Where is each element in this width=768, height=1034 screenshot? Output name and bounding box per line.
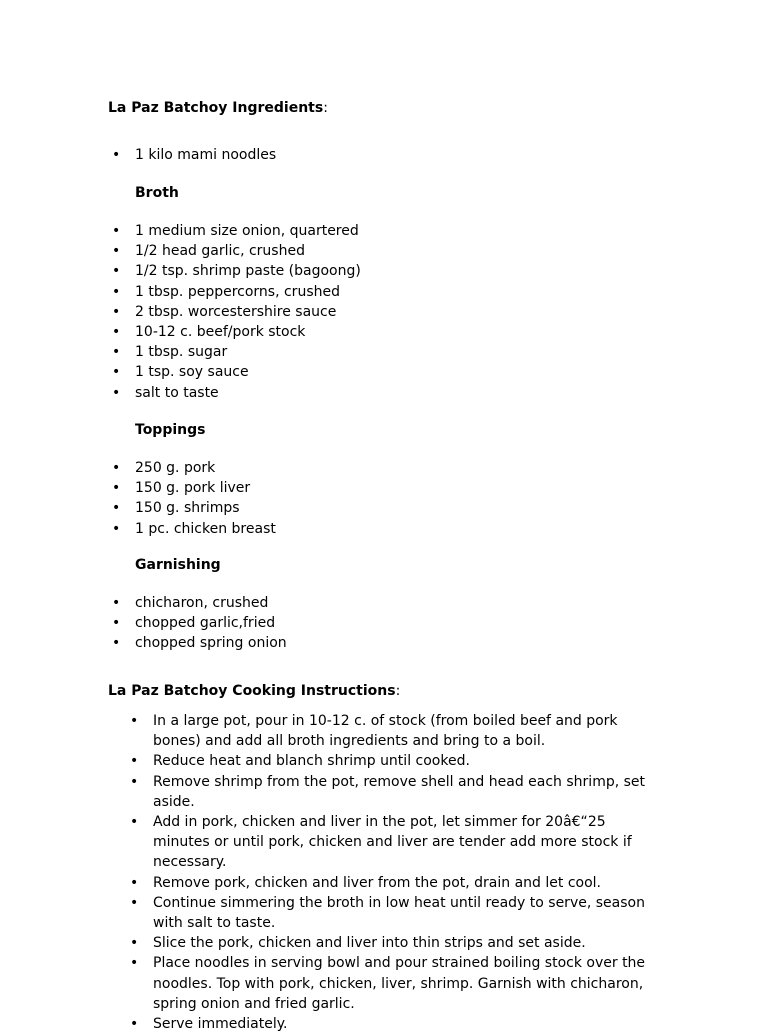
broth-list <box>108 221 361 403</box>
toppings-list <box>108 458 276 539</box>
list-item: • In a large pot, pour in 10-12 c. of stock (from boiled beef and pork bones) and add all broth ingredients and bring to a boil. <box>126 711 666 751</box>
list-item: • 1 kilo mami noodles <box>108 145 276 165</box>
list-item: • 1 tbsp. peppercorns, crushed <box>108 282 361 302</box>
ingredients-heading-colon: : <box>323 100 328 116</box>
list-item: • 150 g. pork liver <box>108 478 276 498</box>
garnishing-heading: Garnishing <box>135 557 221 573</box>
list-item: • Serve immediately. <box>126 1014 666 1034</box>
list-item: • chicharon, crushed <box>108 593 287 613</box>
instructions-list <box>126 711 666 1034</box>
list-item: • 1 tbsp. sugar <box>108 342 361 362</box>
instructions-heading <box>108 681 400 701</box>
list-item: • chopped garlic,fried <box>108 613 287 633</box>
broth-heading: Broth <box>135 185 179 201</box>
list-item: • Remove shrimp from the pot, remove shell and head each shrimp, set aside. <box>126 772 666 812</box>
list-item: • 2 tbsp. worcestershire sauce <box>108 302 361 322</box>
ingredients-heading-text: La Paz Batchoy Ingredients <box>108 100 324 116</box>
list-item: • 1/2 tsp. shrimp paste (bagoong) <box>108 261 361 281</box>
list-item: • Place noodles in serving bowl and pour strained boiling stock over the noodles. Top with pork, chicken, liver, shrimp. Garnish with chicharon, spring onion and fried garlic. <box>126 953 666 1014</box>
list-item: • 1 pc. chicken breast <box>108 519 276 539</box>
toppings-heading: Toppings <box>135 422 206 438</box>
list-item: • 10-12 c. beef/pork stock <box>108 322 361 342</box>
instructions-heading-colon: : <box>395 683 401 699</box>
list-item: • Continue simmering the broth in low heat until ready to serve, season with salt to taste. <box>126 893 666 933</box>
list-item: • Reduce heat and blanch shrimp until cooked. <box>126 751 666 771</box>
list-item: • salt to taste <box>108 383 361 403</box>
list-item: • Add in pork, chicken and liver in the pot, let simmer for 20â€“25 minutes or until pork, chicken and liver are tender add more stock if necessary. <box>126 812 666 873</box>
garnishing-list <box>108 593 287 654</box>
instructions-heading-text: La Paz Batchoy Cooking Instructions <box>108 683 396 699</box>
list-item: • 150 g. shrimps <box>108 498 276 518</box>
ingredients-heading <box>108 98 328 118</box>
list-item: • 1 tsp. soy sauce <box>108 362 361 382</box>
list-item: • Slice the pork, chicken and liver into thin strips and set aside. <box>126 933 666 953</box>
list-item: • 250 g. pork <box>108 458 276 478</box>
list-item: • 1 medium size onion, quartered <box>108 221 361 241</box>
list-item: • chopped spring onion <box>108 633 287 653</box>
list-item: • 1/2 head garlic, crushed <box>108 241 361 261</box>
noodles-list <box>108 145 276 165</box>
list-item: • Remove pork, chicken and liver from the pot, drain and let cool. <box>126 873 666 893</box>
